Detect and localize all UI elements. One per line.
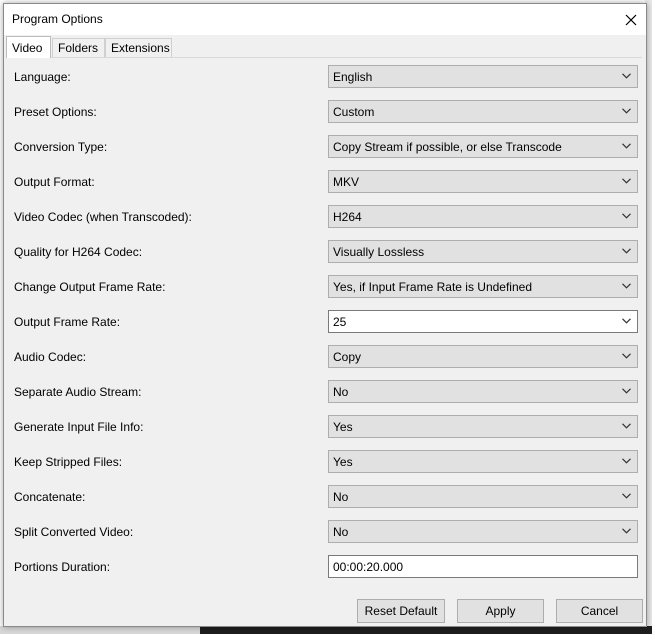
output-format-label: Output Format: — [14, 175, 95, 189]
conversion-type-dropdown[interactable] — [328, 135, 638, 158]
quality-for-h264-codec-dropdown[interactable] — [328, 240, 638, 263]
chevron-down-icon — [622, 353, 631, 359]
preset-options-selected-value: Custom — [333, 105, 375, 119]
separate-audio-stream-label: Separate Audio Stream: — [14, 385, 142, 399]
output-frame-rate-selected-value: 25 — [333, 315, 347, 329]
chevron-down-icon — [622, 283, 631, 289]
language-selected-value: English — [333, 70, 373, 84]
background-taskbar-segment — [0, 626, 200, 634]
chevron-down-icon — [622, 458, 631, 464]
video-tab-panel — [6, 57, 642, 593]
close-icon — [625, 14, 637, 26]
audio-codec-label: Audio Codec: — [14, 350, 87, 364]
concatenate-selected-value: No — [333, 490, 349, 504]
conversion-type-selected-value: Copy Stream if possible, or else Transcode — [333, 140, 562, 154]
change-output-frame-rate-dropdown[interactable] — [328, 275, 638, 298]
change-output-frame-rate-selected-value: Yes, if Input Frame Rate is Undefined — [333, 280, 532, 294]
language-label: Language: — [14, 70, 71, 84]
split-converted-video-dropdown[interactable] — [328, 520, 638, 543]
chevron-down-icon — [622, 213, 631, 219]
output-format-selected-value: MKV — [333, 175, 360, 189]
portions-duration-field[interactable] — [328, 555, 638, 578]
preset-options-dropdown[interactable] — [328, 100, 638, 123]
keep-stripped-files-label: Keep Stripped Files: — [14, 455, 123, 469]
quality-for-h264-codec-selected-value: Visually Lossless — [333, 245, 425, 259]
dialog-title: Program Options — [12, 12, 103, 26]
chevron-down-icon — [622, 318, 631, 324]
conversion-type-label: Conversion Type: — [14, 140, 108, 154]
close-button[interactable] — [616, 4, 646, 35]
separate-audio-stream-dropdown[interactable] — [328, 380, 638, 403]
chevron-down-icon — [622, 178, 631, 184]
keep-stripped-files-dropdown[interactable] — [328, 450, 638, 473]
chevron-down-icon — [622, 423, 631, 429]
program-options-dialog — [3, 3, 647, 627]
generate-input-file-info-selected-value: Yes — [333, 420, 353, 434]
video-codec-when-transcoded-label: Video Codec (when Transcoded): — [14, 210, 192, 224]
output-frame-rate-dropdown[interactable] — [328, 310, 638, 333]
tab-folders[interactable]: Folders — [52, 38, 105, 57]
generate-input-file-info-dropdown[interactable] — [328, 415, 638, 438]
split-converted-video-label: Split Converted Video: — [14, 525, 134, 539]
chevron-down-icon — [622, 143, 631, 149]
video-codec-when-transcoded-dropdown[interactable] — [328, 205, 638, 228]
preset-options-label: Preset Options: — [14, 105, 97, 119]
apply-button[interactable]: Apply — [457, 599, 544, 623]
language-dropdown[interactable] — [328, 65, 638, 88]
reset-default-button[interactable]: Reset Default — [357, 599, 445, 623]
audio-codec-selected-value: Copy — [333, 350, 362, 364]
concatenate-label: Concatenate: — [14, 490, 86, 504]
cancel-button[interactable]: Cancel — [556, 599, 643, 623]
title-bar — [4, 4, 646, 35]
split-converted-video-selected-value: No — [333, 525, 349, 539]
portions-duration-value: 00:00:20.000 — [333, 560, 404, 574]
audio-codec-dropdown[interactable] — [328, 345, 638, 368]
chevron-down-icon — [622, 248, 631, 254]
chevron-down-icon — [622, 108, 631, 114]
quality-for-h264-codec-label: Quality for H264 Codec: — [14, 245, 143, 259]
concatenate-dropdown[interactable] — [328, 485, 638, 508]
separate-audio-stream-selected-value: No — [333, 385, 349, 399]
video-codec-when-transcoded-selected-value: H264 — [333, 210, 362, 224]
output-format-dropdown[interactable] — [328, 170, 638, 193]
generate-input-file-info-label: Generate Input File Info: — [14, 420, 144, 434]
chevron-down-icon — [622, 73, 631, 79]
chevron-down-icon — [622, 493, 631, 499]
chevron-down-icon — [622, 388, 631, 394]
tab-extensions[interactable]: Extensions — [105, 38, 172, 57]
portions-duration-label: Portions Duration: — [14, 560, 111, 574]
change-output-frame-rate-label: Change Output Frame Rate: — [14, 280, 166, 294]
keep-stripped-files-selected-value: Yes — [333, 455, 353, 469]
dialog-button-bar — [4, 593, 646, 626]
output-frame-rate-label: Output Frame Rate: — [14, 315, 121, 329]
chevron-down-icon — [622, 528, 631, 534]
tab-video[interactable]: Video — [6, 36, 51, 58]
